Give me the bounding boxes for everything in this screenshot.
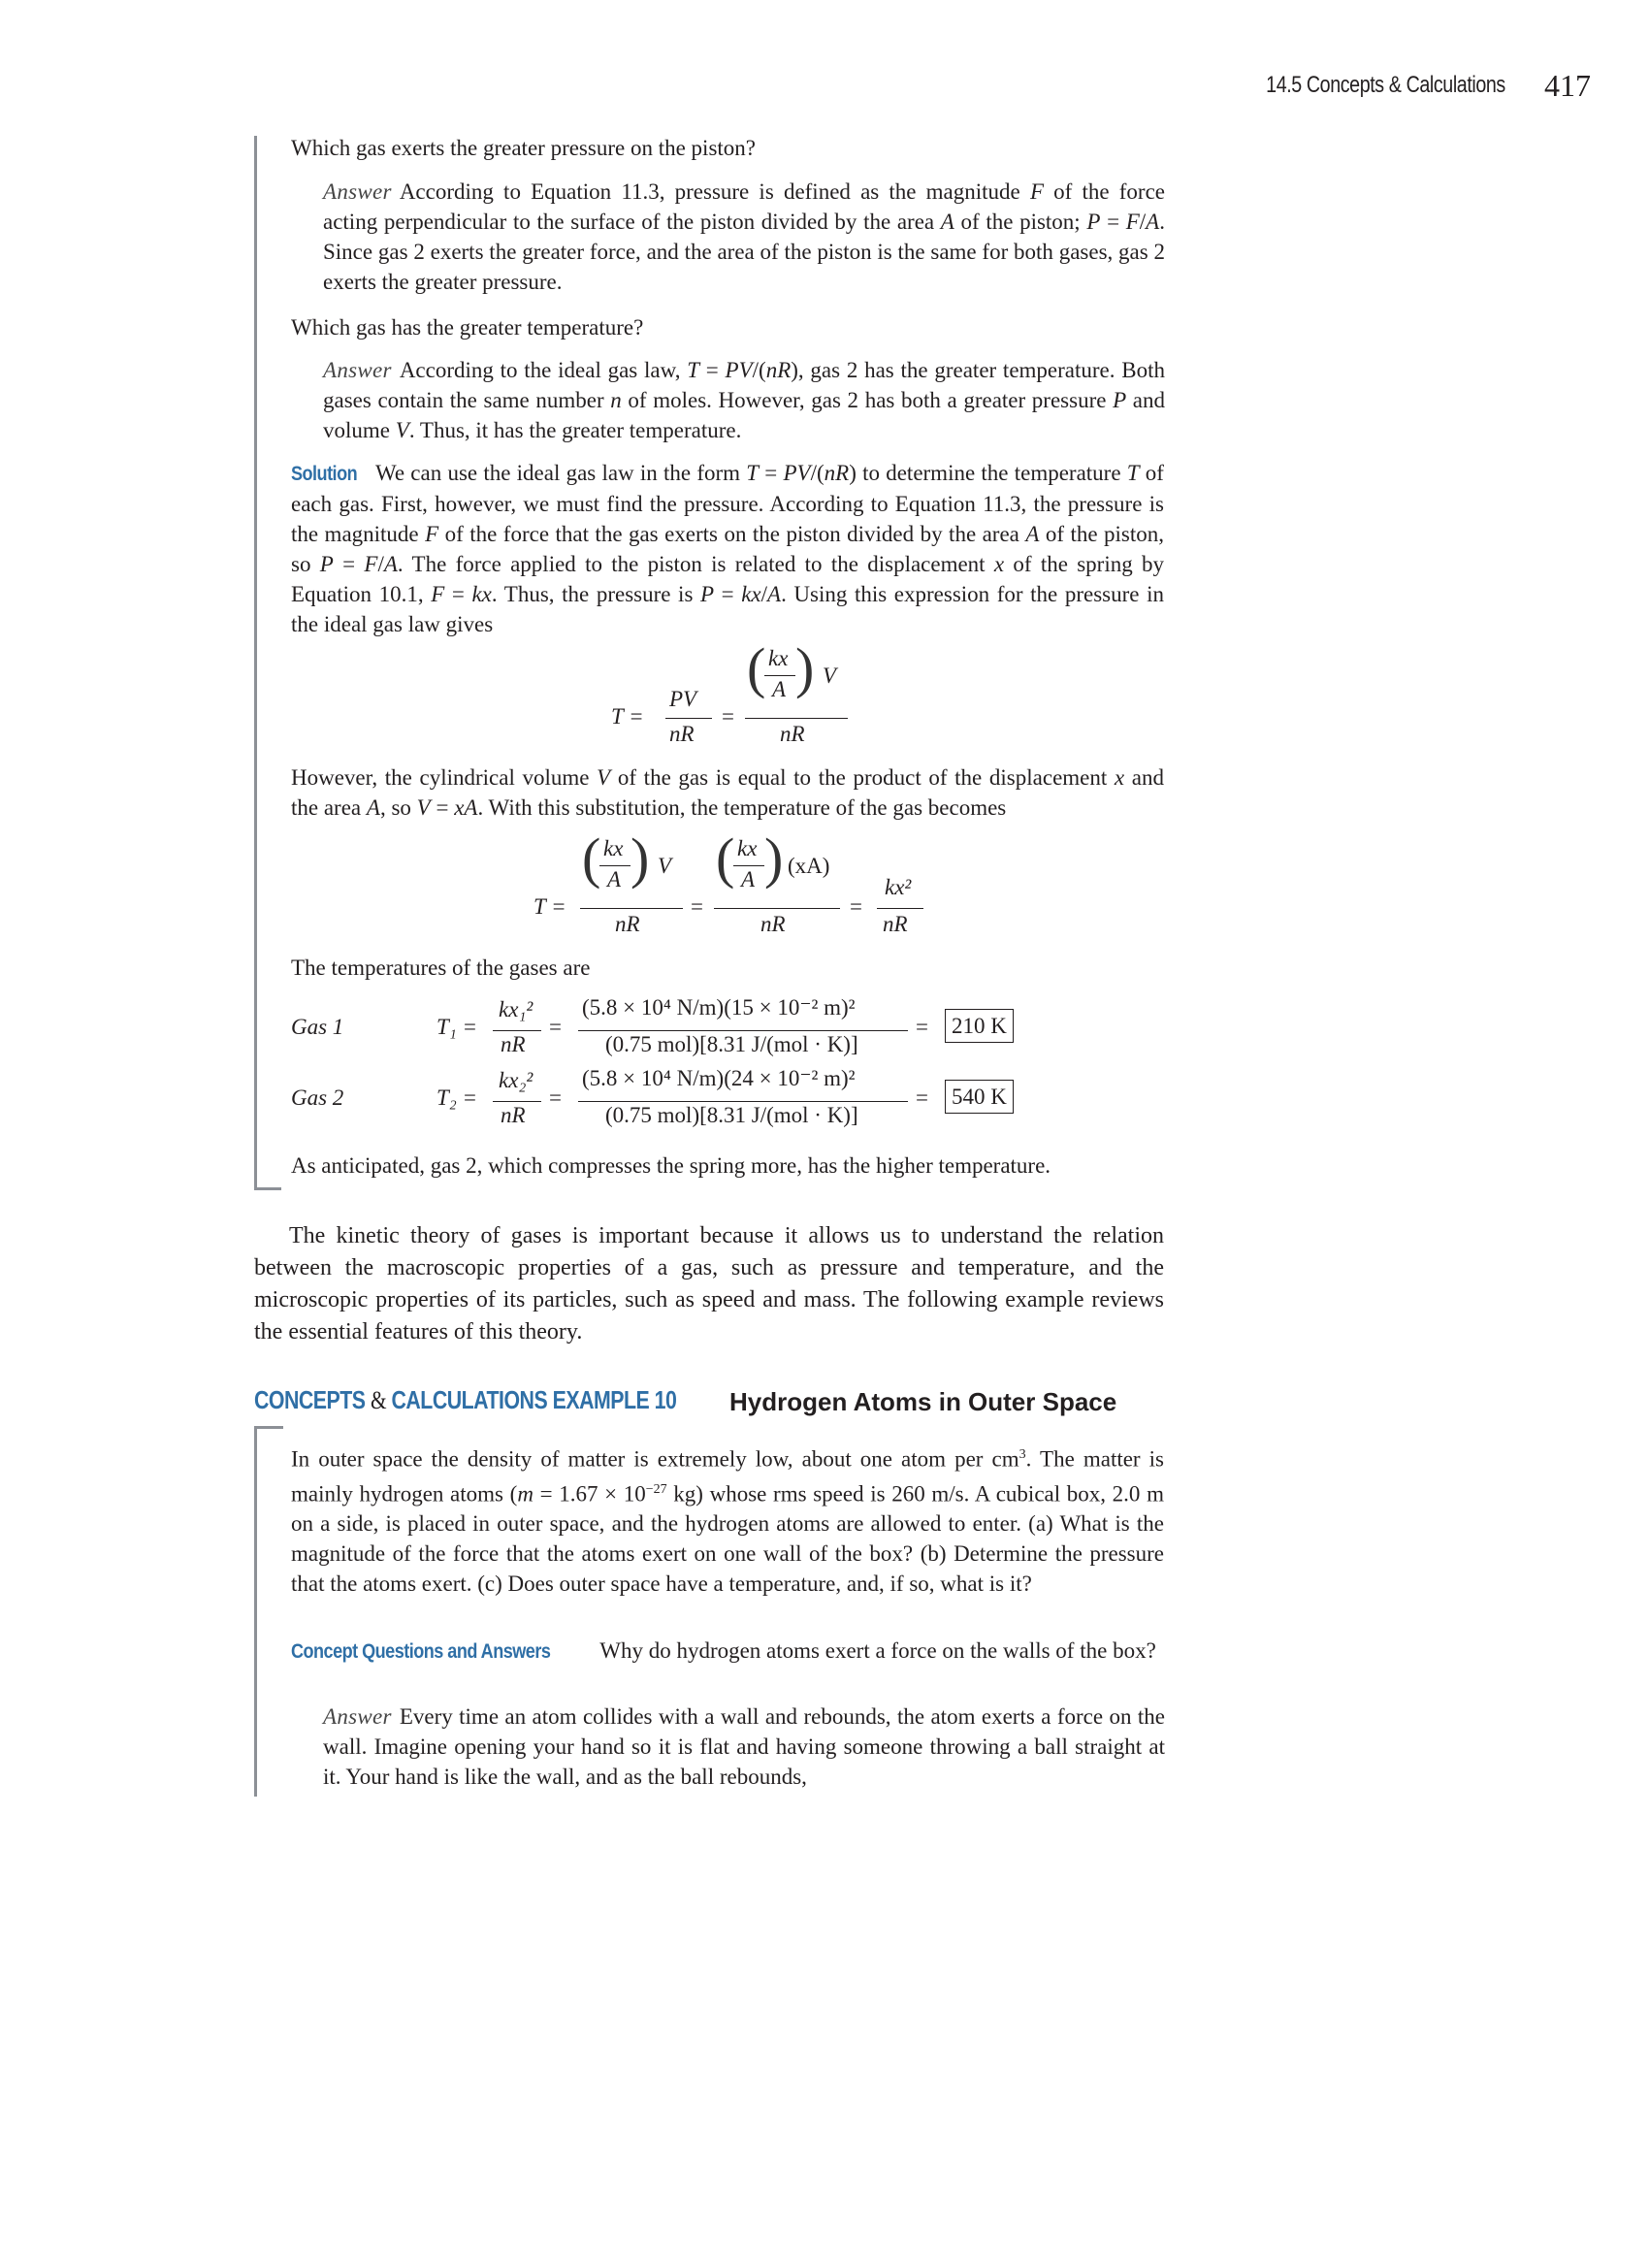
eq2-kx: kx [603, 836, 624, 860]
eq2-frac-inner1 [599, 865, 630, 866]
gas2-calc-den: (0.75 mol)[8.31 J/(mol · K)] [605, 1103, 858, 1127]
eq2-nr3: nR [883, 912, 908, 936]
gas2-frac-2 [578, 1101, 908, 1102]
eq2-nr2: nR [760, 912, 786, 936]
gas2-equation [291, 1066, 1048, 1138]
example-box-bar-foot [254, 1187, 281, 1190]
example10-problem: In outer space the density of matter is extremely low, about one atom per $cm^3$. The matter is mainly hydrogen atoms ($m = 1.67 \times 10^{-27}$ kg) whose rms speed is 260 m/s. A cubical box, 2.0 m on a side, is placed in outer space, and the hydrogen atoms are allowed to enter. (a) What is the magnitude of the force that the atoms exert on one wall of the box? (b) Determine the pressure that the atoms exert. (c) Does outer space have a temperature, and, if so, what is it? [291, 1446, 1164, 1597]
eq2-lhs: T = [534, 894, 566, 919]
gas1-eq: = [549, 1015, 562, 1039]
eq1-lparen: ( [747, 636, 766, 699]
equation-temperature-2 [524, 826, 931, 947]
eq2-xa: (xA) [788, 854, 830, 878]
gas2-num: kx₂² [499, 1068, 534, 1092]
example10-amp: & [370, 1386, 387, 1414]
gas1-frac-1 [493, 1030, 541, 1031]
answer-label: Answer [323, 179, 392, 204]
eq1-rparen: ) [795, 636, 815, 699]
page-number: 417 [1544, 68, 1591, 103]
gas2-calc-num: (5.8 × 10⁴ N/m)(24 × 10⁻² m)² [582, 1066, 856, 1090]
section-title: 14.5 Concepts & Calculations [1266, 72, 1505, 98]
eq2-eq2: = [850, 894, 862, 919]
gas2-eq2: = [916, 1085, 928, 1110]
example10-label-a: CONCEPTS [254, 1385, 366, 1414]
eq1-frac-2 [745, 718, 848, 719]
eq2-a2: A [741, 867, 756, 891]
kinetic-theory-paragraph: The kinetic theory of gases is important because it allows us to understand the relation between the macroscopic properties of a gas, such as pressure and temperature, and the microscopic properties of its particles, such as speed and mass. The following example reviews the essential features of this theory. [254, 1223, 1164, 1345]
eq2-lparen2: ( [716, 826, 735, 890]
answer-temperature: Answer According to the ideal gas law, T = PV/(nR), gas 2 has the greater temperature. Both gases contain the same number n of moles. However, gas 2 has both a greater pressure P and volume V. Thus, it has the greater temperature. [323, 358, 1165, 442]
answer-label: Answer [323, 358, 392, 382]
gas1-eq2: = [916, 1015, 928, 1039]
eq2-frac-3 [877, 908, 923, 909]
substitution-paragraph: However, the cylindrical volume V of the gas is equal to the product of the displacement x and the area A, so V = xA. With this substitution, the temperature of the gas becomes [291, 765, 1164, 820]
eq2-rparen1: ) [630, 826, 650, 890]
gas1-num: kx₁² [499, 997, 534, 1021]
example10-answer-text: Every time an atom collides with a wall and rebounds, the atom exerts a force on the wall. Imagine opening your hand so it is flat and having someone throwing a ball straight at it. Your hand is like the wall, and as the ball rebounds, [323, 1704, 1165, 1789]
solution-paragraph: Solution We can use the ideal gas law in the form T = PV/(nR) to determine the temperature T of each gas. First, however, we must find the pressure. According to Equation 11.3, the pressure is the magnitude F of the force that the gas exerts on the piston divided by the area A of the piston, so P = F/A. The force applied to the piston is related to the displacement x of the spring by Equation 10.1, F = kx. Thus, the pressure is P = kx/A. Using this expression for the pressure in the ideal gas law gives [291, 461, 1165, 636]
eq2-kx2: kx [737, 836, 758, 860]
gas2-eq: = [549, 1085, 562, 1110]
gas2-result: 540 K [945, 1080, 1014, 1114]
eq2-frac-inner2 [733, 865, 764, 866]
question-pressure: Which gas exerts the greater pressure on the piston? [291, 136, 756, 160]
eq1-eq: = [722, 704, 734, 729]
eq1-nr2: nR [780, 722, 805, 746]
eq1-v: V [823, 664, 837, 688]
solution-conclusion: As anticipated, gas 2, which compresses the spring more, has the higher temperature. [291, 1153, 1051, 1178]
gas1-frac-2 [578, 1030, 908, 1031]
example10-answer [323, 1701, 1165, 1792]
temperatures-intro: The temperatures of the gases are [291, 956, 591, 980]
example10-label [254, 1385, 676, 1415]
eq1-kx: kx [768, 646, 789, 670]
example10-label-b: CALCULATIONS EXAMPLE 10 [391, 1385, 677, 1414]
solution-label: Solution [291, 463, 358, 485]
question-temperature: Which gas has the greater temperature? [291, 315, 644, 340]
eq1-nr: nR [669, 722, 695, 746]
eq2-kxsq: kx² [885, 875, 912, 899]
answer-pressure: Answer According to Equation 11.3, pressure is defined as the magnitude F of the force acting perpendicular to the surface of the piston divided by the area A of the piston; P = F/A. Since gas 2 exerts the greater force, and the area of the piston is the same for both gases, gas 2 exerts the greater pressure. [323, 179, 1165, 294]
eq2-lparen1: ( [582, 826, 601, 890]
eq2-nr: nR [615, 912, 640, 936]
gas2-den: nR [501, 1103, 526, 1127]
gas1-calc-num: (5.8 × 10⁴ N/m)(15 × 10⁻² m)² [582, 995, 856, 1020]
gas1-equation [291, 995, 1048, 1067]
eq2-rparen2: ) [764, 826, 784, 890]
equation-temperature-1 [601, 636, 854, 757]
gas2-t: T₂ = [436, 1085, 478, 1110]
concept-questions-label: Concept Questions and Answers [291, 1640, 551, 1663]
gas1-label: Gas 1 [291, 1015, 344, 1039]
eq1-frac-1 [665, 718, 712, 719]
gas1-result: 210 K [945, 1009, 1014, 1043]
example10-concept-question [291, 1636, 1164, 1667]
eq2-frac-1 [580, 908, 683, 909]
answer-label: Answer [323, 1704, 392, 1729]
example10-bar-head [254, 1426, 283, 1429]
gas1-t: T₁ = [436, 1015, 478, 1039]
example-box-bar-top [254, 136, 257, 1189]
eq1-frac-inner [764, 675, 795, 676]
eq2-a: A [607, 867, 622, 891]
running-header [1222, 68, 1591, 107]
example10-bar [254, 1426, 257, 1797]
eq1-lhs: T = [611, 704, 644, 729]
eq2-frac-2 [714, 908, 840, 909]
eq2-v: V [658, 854, 672, 878]
example10-header [254, 1385, 1224, 1424]
gas1-den: nR [501, 1032, 526, 1056]
gas1-calc-den: (0.75 mol)[8.31 J/(mol · K)] [605, 1032, 858, 1056]
eq1-a: A [772, 677, 787, 701]
gas2-frac-1 [493, 1101, 541, 1102]
concept-question-text: Why do hydrogen atoms exert a force on the walls of the box? [599, 1638, 1156, 1663]
example10-title: Hydrogen Atoms in Outer Space [729, 1387, 1117, 1416]
eq1-pv: PV [669, 687, 697, 711]
gas2-label: Gas 2 [291, 1085, 344, 1110]
eq2-eq: = [691, 894, 703, 919]
